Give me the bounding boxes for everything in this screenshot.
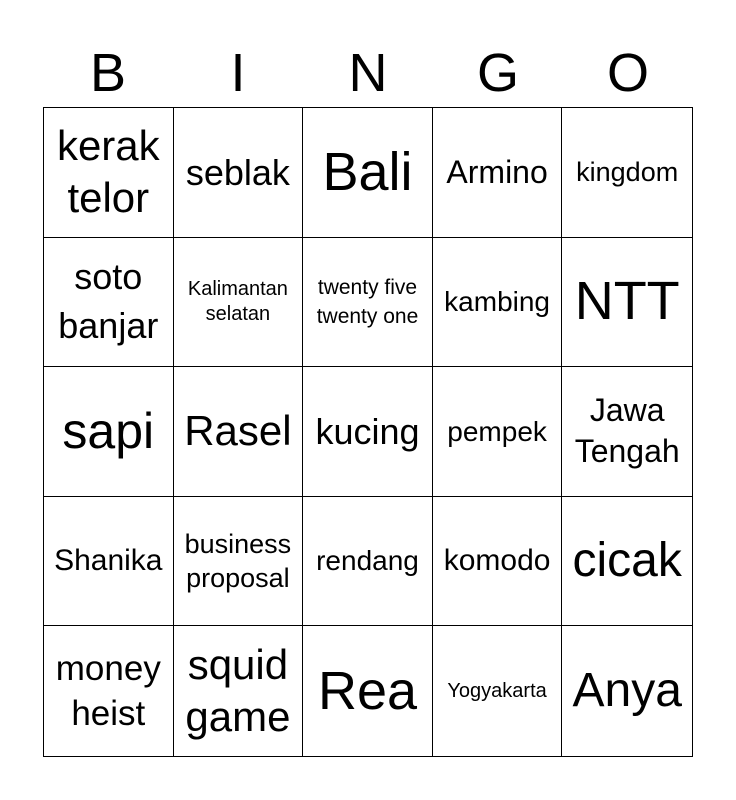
bingo-cell-r4-c4[interactable] xyxy=(433,497,563,627)
bingo-cell-r4-c2[interactable] xyxy=(174,497,304,627)
bingo-cell-text: Shanika xyxy=(54,544,163,578)
bingo-cell-r1-c3[interactable] xyxy=(303,108,433,238)
bingo-cell-r5-c4[interactable] xyxy=(433,626,563,756)
bingo-cell-text: Yogyakarta xyxy=(447,680,547,703)
bingo-cell-text: sapi xyxy=(62,402,155,459)
bingo-cell-r3-c5[interactable] xyxy=(562,367,692,497)
bingo-cell-r3-c2[interactable] xyxy=(174,367,304,497)
bingo-cell-text: Rasel xyxy=(184,407,292,455)
bingo-cell-r2-c2[interactable] xyxy=(174,238,304,368)
bingo-cell-r5-c1[interactable] xyxy=(44,626,174,756)
bingo-cell-text: Jawa Tengah xyxy=(574,391,680,470)
header-letter-g: G xyxy=(476,43,519,103)
header-letter-n: N xyxy=(348,43,388,103)
bingo-cell-text: soto banjar xyxy=(58,256,159,346)
bingo-cell-r1-c5[interactable] xyxy=(562,108,692,238)
bingo-cell-r3-c4[interactable] xyxy=(433,367,563,497)
bingo-cell-text: twenty five twenty one xyxy=(316,275,419,328)
bingo-cell-text: seblak xyxy=(185,151,290,193)
header-letter-b: B xyxy=(89,43,127,103)
bingo-cell-r2-c4[interactable] xyxy=(433,238,563,368)
bingo-cell-r4-c5[interactable] xyxy=(562,497,692,627)
bingo-cell-text: Kalimantan selatan xyxy=(187,277,288,325)
bingo-cell-text: Armino xyxy=(446,154,548,191)
bingo-cell-text: Rea xyxy=(317,660,418,721)
bingo-cell-text: kambing xyxy=(444,286,551,318)
bingo-cell-r4-c1[interactable] xyxy=(44,497,174,627)
bingo-cell-r2-c1[interactable] xyxy=(44,238,174,368)
bingo-cell-text: rendang xyxy=(316,545,419,577)
header-letter-i: I xyxy=(230,43,246,103)
bingo-cell-r2-c5[interactable] xyxy=(562,238,692,368)
bingo-cell-r1-c1[interactable] xyxy=(44,108,174,238)
bingo-header xyxy=(43,40,693,106)
bingo-cell-text: cicak xyxy=(572,533,682,587)
bingo-cell-text: money heist xyxy=(55,648,161,734)
bingo-cell-text: Anya xyxy=(572,663,682,717)
bingo-cell-r5-c3[interactable] xyxy=(303,626,433,756)
header-letter-o: O xyxy=(606,43,649,103)
bingo-cell-r1-c2[interactable] xyxy=(174,108,304,238)
bingo-cell-r4-c3[interactable] xyxy=(303,497,433,627)
bingo-cell-r1-c4[interactable] xyxy=(433,108,563,238)
bingo-cell-r5-c2[interactable] xyxy=(174,626,304,756)
bingo-cell-text: pempek xyxy=(447,415,547,447)
bingo-cell-text: business proposal xyxy=(184,528,292,594)
bingo-cell-text: kerak telor xyxy=(56,121,160,222)
bingo-cell-r3-c1[interactable] xyxy=(44,367,174,497)
bingo-cell-r3-c3[interactable] xyxy=(303,367,433,497)
bingo-cell-text: Bali xyxy=(322,141,413,202)
bingo-cell-text: kingdom xyxy=(576,157,679,188)
bingo-cell-text: kucing xyxy=(315,410,420,452)
bingo-board xyxy=(43,107,693,757)
bingo-cell-text: squid game xyxy=(185,640,291,741)
bingo-cell-r2-c3[interactable] xyxy=(303,238,433,368)
bingo-cell-text: NTT xyxy=(574,271,680,332)
bingo-cell-r5-c5[interactable] xyxy=(562,626,692,756)
bingo-cell-text: komodo xyxy=(443,544,551,578)
